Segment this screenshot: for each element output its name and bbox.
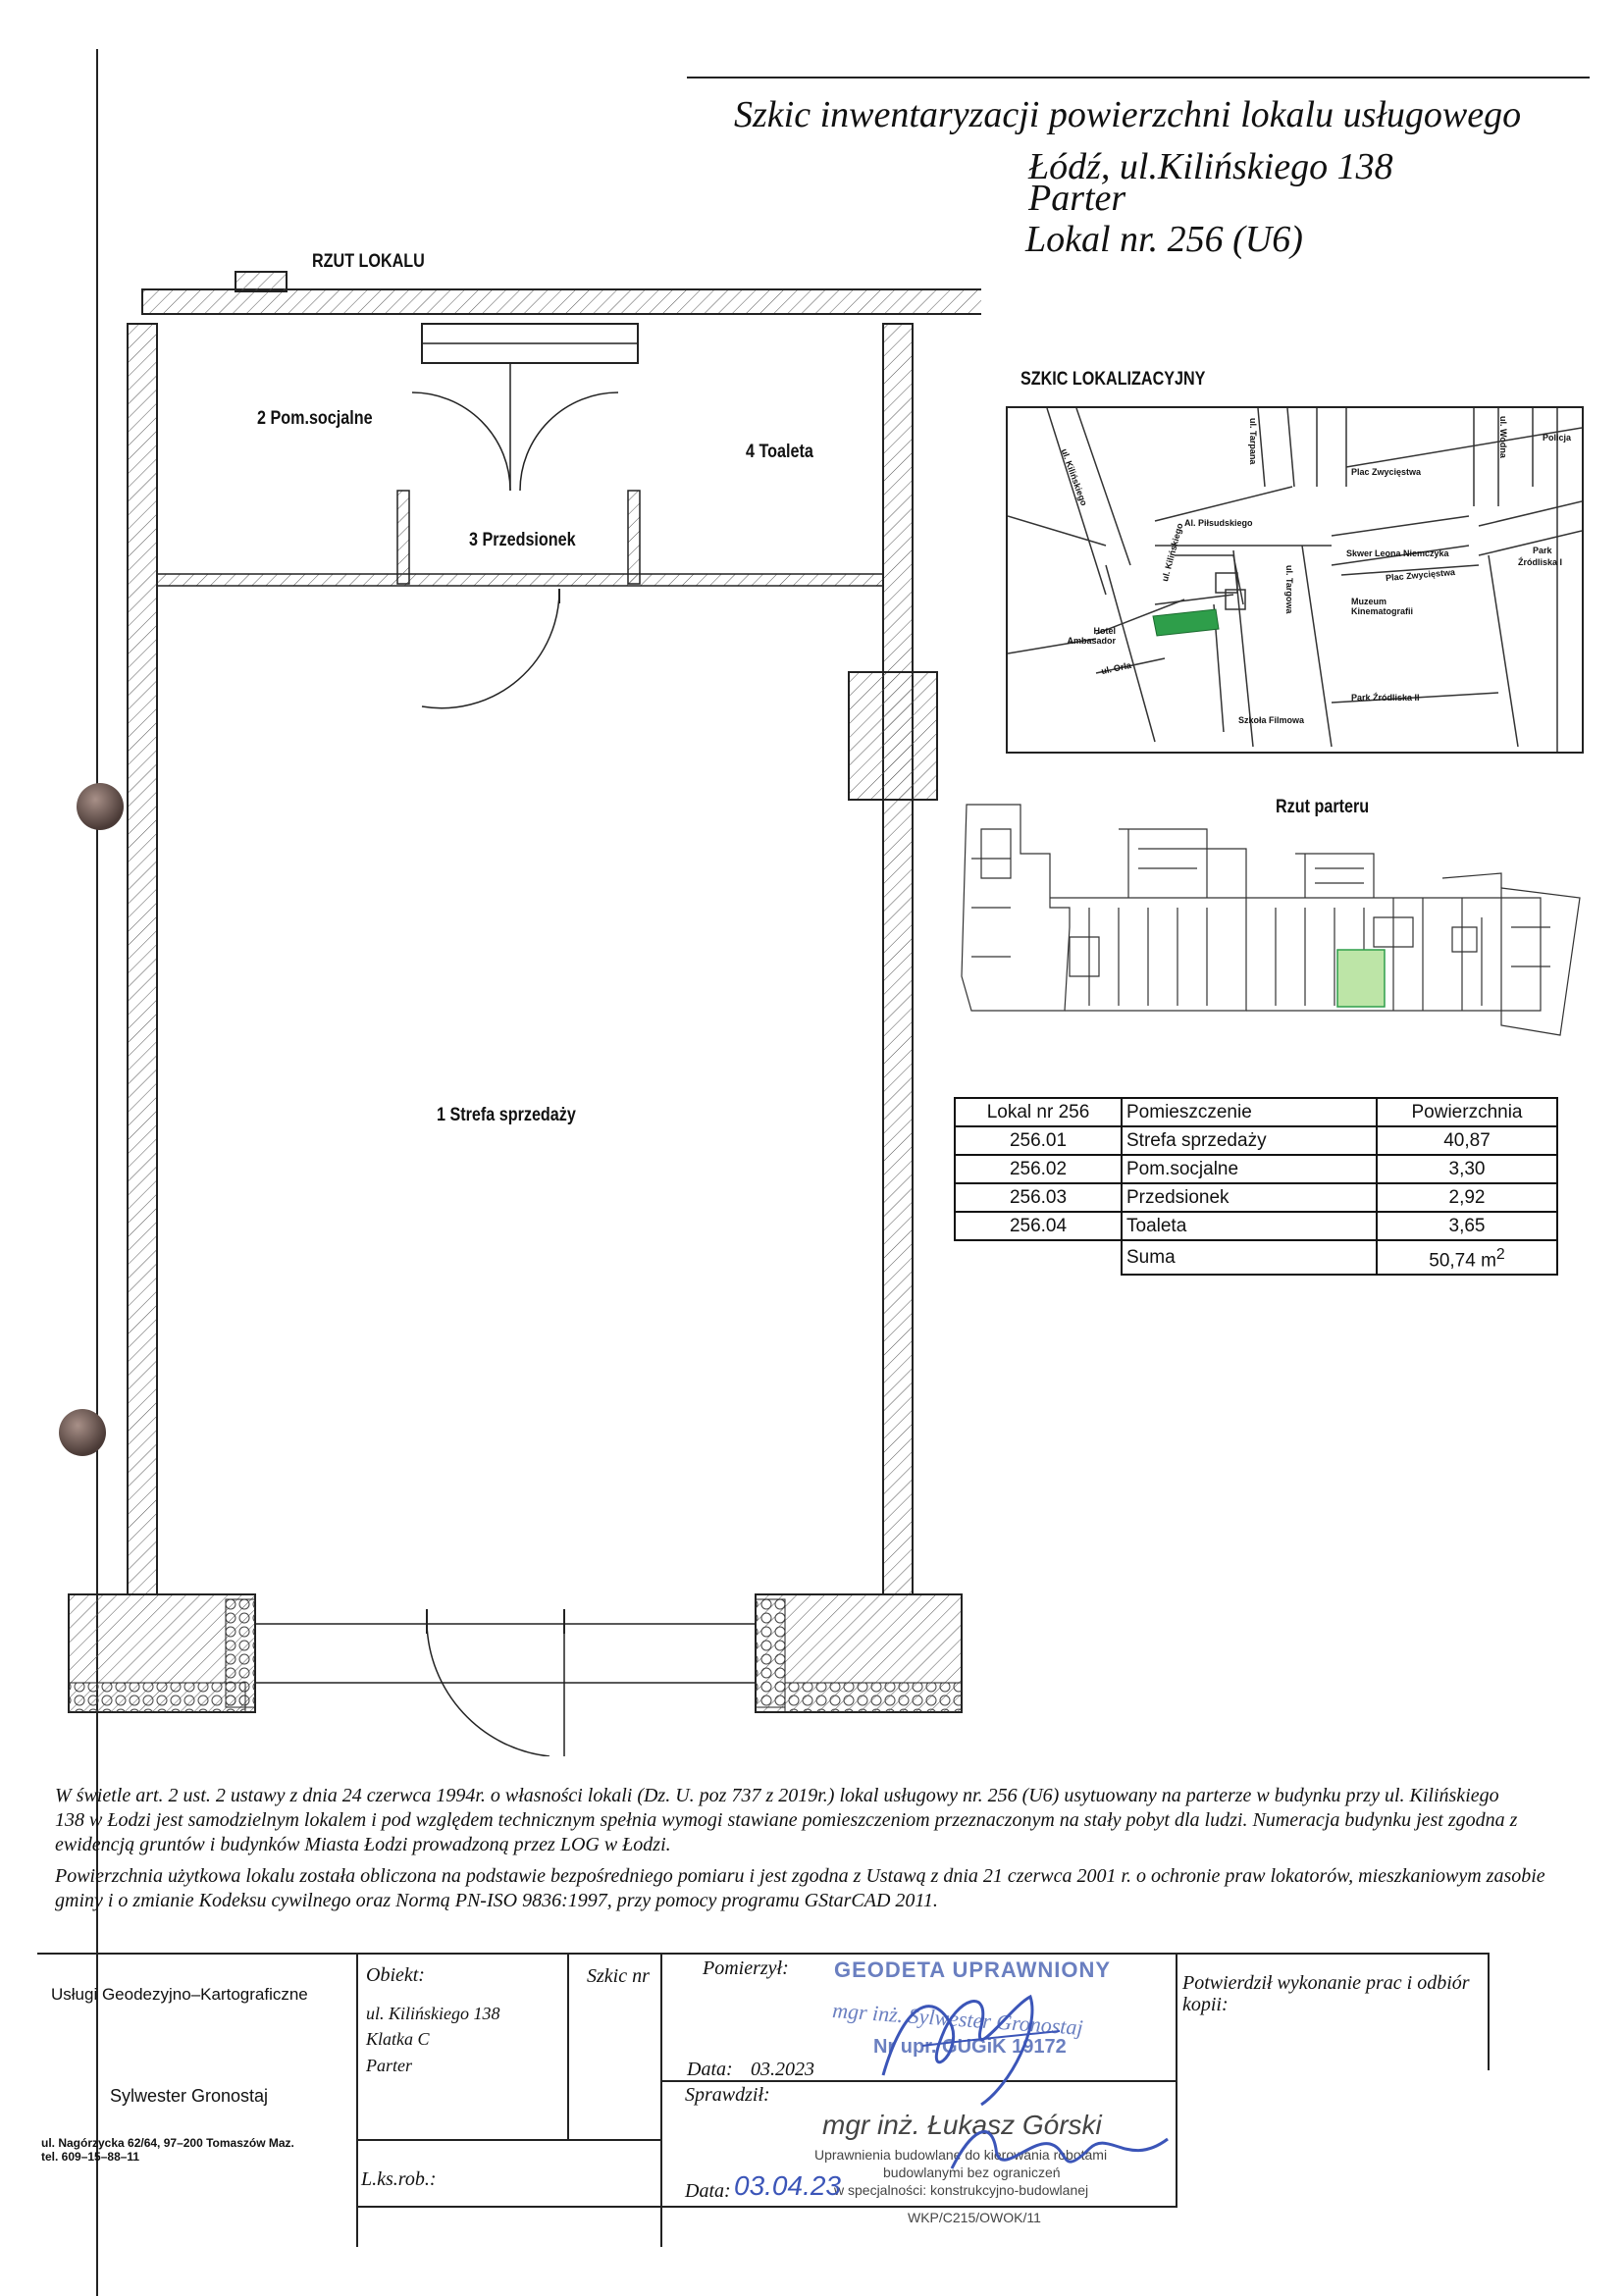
stamp-surveyor-name: mgr inż. Sylwester Gronostaj bbox=[831, 1998, 1084, 2040]
signature-surveyor bbox=[863, 1967, 1079, 2114]
obiekt-staircase: Klatka C bbox=[366, 2029, 430, 2049]
right-column bbox=[849, 672, 937, 800]
row-room: Strefa sprzedaży bbox=[1122, 1126, 1377, 1155]
table-header-room: Pomieszczenie bbox=[1122, 1098, 1377, 1126]
table-header-unit: Lokal nr 256 bbox=[955, 1098, 1122, 1126]
map-label-hotel: Hotel Ambasador bbox=[1067, 626, 1116, 646]
stamp-checker-line3: budowlanymi bez ograniczeń bbox=[883, 2165, 1061, 2180]
map-label-plac-zwyciestwa: Plac Zwycięstwa bbox=[1351, 467, 1422, 477]
map-label-park-zrodliska-1b: Źródliska I bbox=[1518, 557, 1563, 567]
map-label-policja: Policja bbox=[1543, 433, 1572, 443]
table-total-row bbox=[955, 1240, 1557, 1275]
table-row bbox=[955, 1183, 1557, 1212]
stamp-checker-line2: Uprawnienia budowlane do kierowania robotami bbox=[814, 2147, 1108, 2163]
table-header-area: Powierzchnia bbox=[1377, 1098, 1557, 1126]
statement-paragraph-2: Powierzchnia użytkowa lokalu została obliczona na podstawie bezpośredniego pomiaru i jest zgodna z Ustawą z dnia 21 czerwca 2001 r. o ochronie praw lokatorów, mieszkaniowym zasobie gminy i o zmianie Kodeksu cywilnego oraz Normą PN-ISO 9836:1997, przy pomocy programu GStarCAD 2011. bbox=[55, 1865, 1545, 1911]
map-label-kilinskiego-2: ul. Kilińskiego bbox=[1160, 522, 1185, 583]
stamp-checker-line4: w specjalności: konstrukcyjno-budowlanej bbox=[834, 2182, 1089, 2198]
row-area: 2,92 bbox=[1377, 1183, 1557, 1212]
total-value bbox=[1377, 1240, 1557, 1275]
confirmation-label: Potwierdził wykonanie prac i odbiór kopii: bbox=[1182, 1972, 1470, 2015]
signature-checker bbox=[942, 2110, 1177, 2198]
ground-floor-heading: Rzut parteru bbox=[1276, 797, 1370, 817]
total-label: Suma bbox=[1122, 1240, 1377, 1275]
statement-paragraph-1: W świetle art. 2 ust. 2 ustawy z dnia 24 czerwca 1994r. o własności lokali (Dz. U. poz 737 z 2019r.) lokal usługowy nr. 256 (U6) usytuowany na parterze w budynku przy ul. Kilińskiego 138 w Łodzi jest samodzielnym lokalem i pod względem technicznym spełnia wymogi stawiane pomieszczeniom przeznaczonym na stały pobyt dla ludzi. Numeracja budynku jest zgodna z ewidencją gruntów i budynków Miasta Łodzi prowadzoną przez LOG w Łodzi. bbox=[55, 1785, 1518, 1855]
total-unit-sup: 2 bbox=[1495, 1246, 1505, 1263]
map-label-tarpana: ul. Tarpana bbox=[1248, 418, 1258, 465]
row-area: 3,30 bbox=[1377, 1155, 1557, 1183]
measured-by-label: Pomierzył: bbox=[703, 1957, 789, 1979]
company-owner: Sylwester Gronostaj bbox=[110, 2086, 269, 2106]
page-border-top bbox=[687, 77, 1590, 78]
stamp-surveyor-license: Nr upr. GUGiK 19172 bbox=[873, 2036, 1067, 2058]
room-label-toaleta: 4 Toaleta bbox=[746, 442, 813, 462]
measured-date-value: 03.2023 bbox=[751, 2059, 814, 2080]
ground-floor-plan bbox=[952, 800, 1590, 1055]
address-line: Łódź, ul.Kilińskiego 138 bbox=[1028, 146, 1393, 187]
top-wall bbox=[142, 289, 981, 314]
stamp-surveyor-title: GEODETA UPRAWNIONY bbox=[834, 1957, 1112, 1982]
room-label-przedsionek: 3 Przedsionek bbox=[469, 530, 576, 550]
map-label-park-zrodliska-1a: Park bbox=[1533, 546, 1552, 555]
location-map bbox=[1006, 406, 1584, 754]
total-number: 50,74 m bbox=[1429, 1250, 1496, 1272]
obiekt-label: Obiekt: bbox=[366, 1964, 425, 1986]
map-label-szkola-filmowa: Szkoła Filmowa bbox=[1238, 715, 1305, 725]
map-label-skwer: Skwer Leona Niemczyka bbox=[1346, 548, 1449, 558]
room-label-strefa-sprzedazy: 1 Strefa sprzedaży bbox=[437, 1105, 576, 1125]
table-row bbox=[955, 1126, 1557, 1155]
location-map-heading: SZKIC LOKALIZACYJNY bbox=[1020, 369, 1206, 390]
checked-by-label: Sprawdził: bbox=[685, 2084, 770, 2106]
right-wall bbox=[883, 324, 913, 1594]
map-label-targowa: ul. Targowa bbox=[1284, 565, 1294, 614]
row-room: Przedsionek bbox=[1122, 1183, 1377, 1212]
area-table bbox=[954, 1097, 1558, 1276]
stamp-checker-line5: WKP/C215/OWOK/11 bbox=[908, 2210, 1041, 2225]
left-wall bbox=[128, 324, 157, 1594]
map-label-plac-zwyciestwa-2: Plac Zwycięstwa bbox=[1385, 566, 1456, 584]
lks-rob-label: L.ks.rob.: bbox=[361, 2168, 437, 2190]
company-phone: tel. 609–15–88–11 bbox=[41, 2150, 140, 2164]
stamp-checker-name: mgr inż. Łukasz Górski bbox=[822, 2110, 1102, 2140]
checked-date-label: Data: bbox=[685, 2180, 731, 2202]
company-address: ul. Nagórzycka 62/64, 97–200 Tomaszów Maz. bbox=[41, 2136, 294, 2150]
row-id: 256.04 bbox=[955, 1212, 1122, 1240]
map-label-park-zrodliska-2: Park Źródliska II bbox=[1351, 693, 1420, 703]
unit-floor-plan bbox=[59, 265, 981, 1756]
chimney-stub bbox=[235, 272, 287, 291]
map-label-kilinskiego: ul. Kilińskiego bbox=[1059, 447, 1089, 507]
measured-date-label: Data: bbox=[687, 2059, 733, 2080]
map-label-muzeum: Muzeum Kinematografii bbox=[1351, 597, 1414, 616]
map-label-orla: ul. Orla bbox=[1100, 659, 1132, 677]
row-room: Pom.socjalne bbox=[1122, 1155, 1377, 1183]
map-label-pilsudskiego: Al. Piłsudskiego bbox=[1184, 518, 1253, 528]
empty-cell bbox=[955, 1240, 1122, 1275]
row-room: Toaleta bbox=[1122, 1212, 1377, 1240]
obiekt-floor: Parter bbox=[366, 2056, 412, 2075]
map-label-wodna: ul. Wodna bbox=[1498, 416, 1508, 458]
plan-heading: RZUT LOKALU bbox=[312, 251, 425, 272]
checked-date-value: 03.04.23 bbox=[734, 2170, 841, 2201]
document-title: Szkic inwentaryzacji powierzchni lokalu usługowego bbox=[734, 94, 1522, 135]
partition-wall bbox=[157, 574, 883, 586]
room-label-pom-socjalne: 2 Pom.socjalne bbox=[257, 408, 373, 429]
row-id: 256.03 bbox=[955, 1183, 1122, 1212]
sketch-number-label: Szkic nr bbox=[587, 1965, 650, 1987]
table-row bbox=[955, 1155, 1557, 1183]
table-row bbox=[955, 1212, 1557, 1240]
row-area: 3,65 bbox=[1377, 1212, 1557, 1240]
highlighted-unit bbox=[1337, 950, 1385, 1007]
obiekt-address: ul. Kilińskiego 138 bbox=[366, 2004, 500, 2023]
row-id: 256.02 bbox=[955, 1155, 1122, 1183]
row-id: 256.01 bbox=[955, 1126, 1122, 1155]
company-name: Usługi Geodezyjno–Kartograficzne bbox=[51, 1985, 308, 2004]
row-area: 40,87 bbox=[1377, 1126, 1557, 1155]
highlighted-parcel bbox=[1153, 609, 1219, 636]
unit-number-line: Lokal nr. 256 (U6) bbox=[1025, 219, 1303, 260]
floor-line: Parter bbox=[1028, 178, 1126, 219]
